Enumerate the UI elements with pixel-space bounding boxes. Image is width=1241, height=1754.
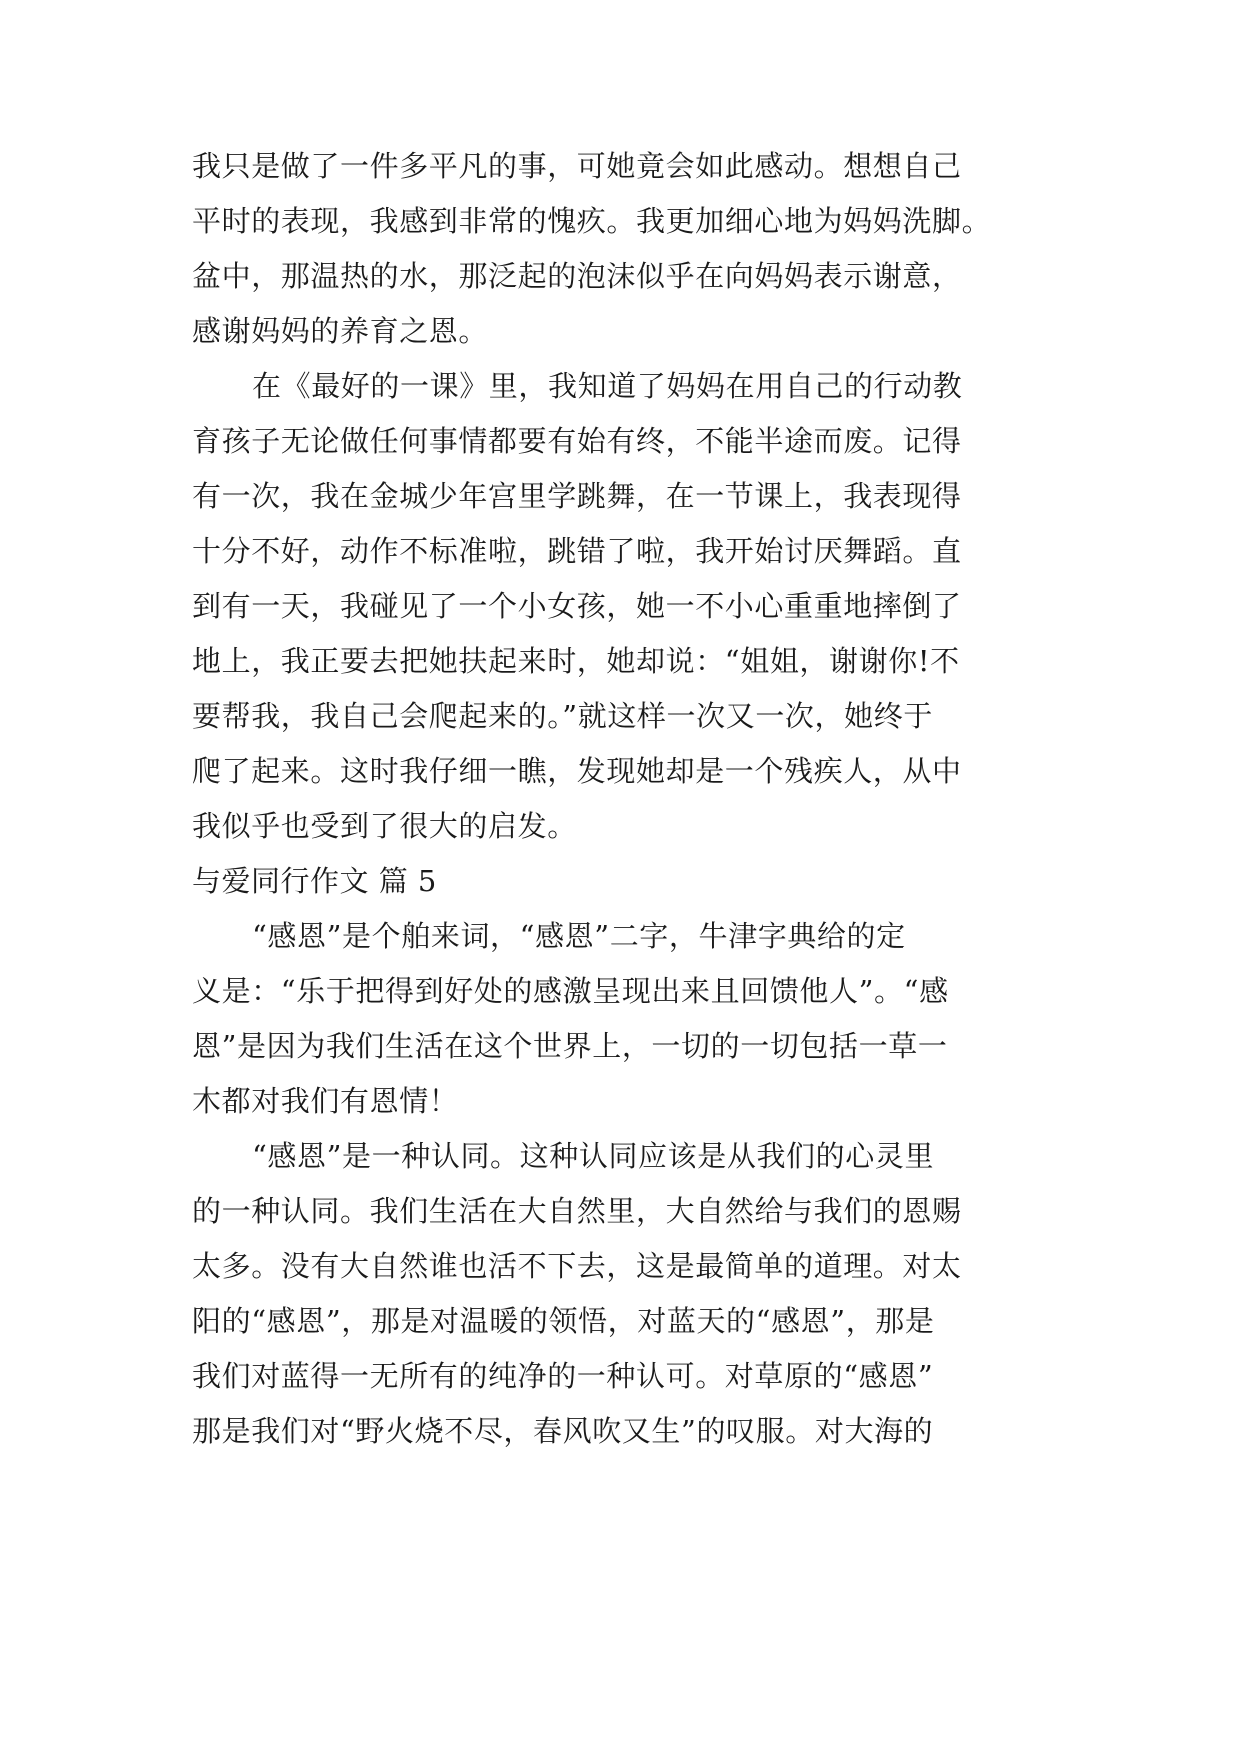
paragraph-line: 有一次，我在金城少年宫里学跳舞，在一节课上，我表现得	[192, 479, 962, 513]
paragraph-line: 的一种认同。我们生活在大自然里，大自然给与我们的恩赐	[192, 1194, 962, 1228]
paragraph-line: 要帮我，我自己会爬起来的。”就这样一次又一次，她终于	[192, 699, 933, 733]
paragraph-line: 感谢妈妈的养育之恩。	[192, 314, 489, 348]
paragraph-line: 木都对我们有恩情！	[192, 1084, 459, 1118]
paragraph-line: “感恩”是一种认同。这种认同应该是从我们的心灵里	[252, 1139, 935, 1173]
paragraph-line: 阳的“感恩”，那是对温暖的领悟，对蓝天的“感恩”，那是	[192, 1304, 935, 1338]
paragraph-line: 我们对蓝得一无所有的纯净的一种认可。对草原的“感恩”	[192, 1359, 934, 1393]
paragraph-line: 地上，我正要去把她扶起来时，她却说：“姐姐，谢谢你!不	[192, 644, 960, 678]
paragraph-line: 平时的表现，我感到非常的愧疚。我更加细心地为妈妈洗脚。	[192, 204, 992, 238]
paragraph-line: 育孩子无论做任何事情都要有始有终，不能半途而废。记得	[192, 424, 962, 458]
section-heading: 与爱同行作文 篇 5	[192, 864, 437, 898]
paragraph-line: 十分不好，动作不标准啦，跳错了啦，我开始讨厌舞蹈。直	[192, 534, 962, 568]
paragraph-line: 恩”是因为我们生活在这个世界上，一切的一切包括一草一	[192, 1029, 948, 1063]
paragraph-line: 爬了起来。这时我仔细一瞧，发现她却是一个残疾人，从中	[192, 754, 962, 788]
paragraph-line: 我似乎也受到了很大的启发。	[192, 809, 577, 843]
paragraph-line: 在《最好的一课》里，我知道了妈妈在用自己的行动教	[252, 369, 963, 403]
paragraph-line: 那是我们对“野火烧不尽，春风吹又生”的叹服。对大海的	[192, 1414, 934, 1448]
paragraph-line: 盆中，那温热的水，那泛起的泡沫似乎在向妈妈表示谢意，	[192, 259, 962, 293]
paragraph-line: “感恩”是个舶来词，“感恩”二字，牛津字典给的定	[252, 919, 906, 953]
paragraph-line: 义是：“乐于把得到好处的感激呈现出来且回馈他人”。“感	[192, 974, 949, 1008]
paragraph-line: 太多。没有大自然谁也活不下去，这是最简单的道理。对太	[192, 1249, 962, 1283]
paragraph-line: 到有一天，我碰见了一个小女孩，她一不小心重重地摔倒了	[192, 589, 962, 623]
paragraph-line: 我只是做了一件多平凡的事，可她竟会如此感动。想想自己	[192, 149, 962, 183]
